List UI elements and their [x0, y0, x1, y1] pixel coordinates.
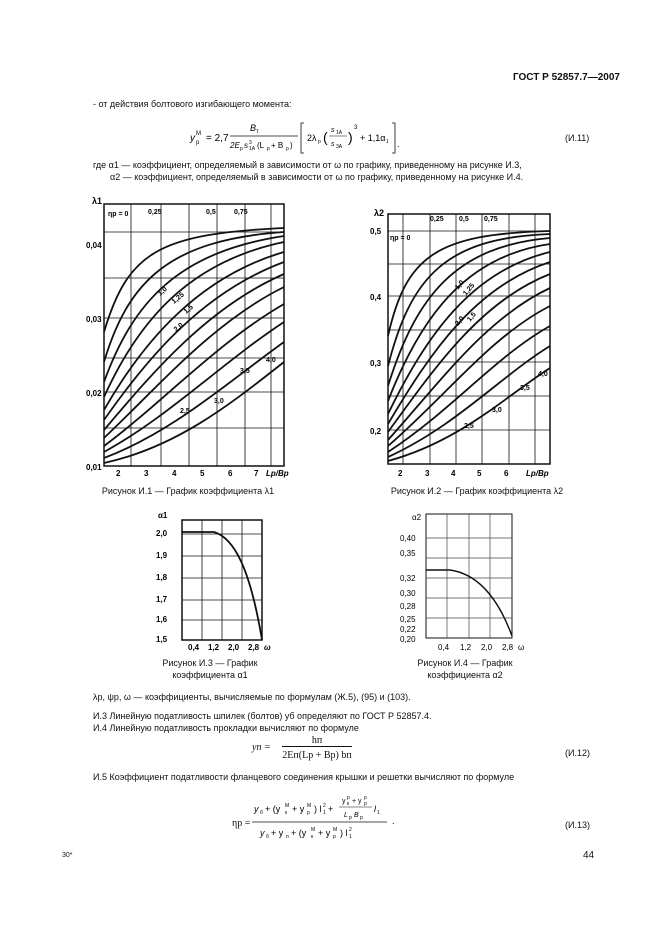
fig2-curve-label: 2,0 — [454, 315, 466, 328]
fig3-xlabel: ω — [264, 643, 271, 652]
paragraph-i5: И.5 Коэффициент податливости фланцевого соединения крышки и решетки вычисляют по формуле — [93, 772, 515, 782]
svg-text:р: р — [349, 815, 352, 821]
fig3-ytick: 1,8 — [156, 573, 168, 582]
svg-text:): ) — [290, 141, 293, 150]
fig2-curve-label: 3,5 — [520, 385, 530, 392]
fig1-curve-labels — [108, 209, 276, 415]
fig4-ylabel: α2 — [412, 513, 422, 522]
fig3-xtick: 2,0 — [228, 643, 240, 652]
eq11-label: (И.11) — [565, 133, 590, 143]
equation-i11-svg — [190, 117, 430, 157]
fig3-ytick: 1,9 — [156, 551, 168, 560]
fig2-xlabel: Lp/Bp — [526, 469, 549, 478]
svg-text:M: M — [307, 803, 312, 809]
fig1-curve-label: ηр = 0 — [108, 211, 129, 218]
fig1-xtick: 7 — [254, 469, 259, 478]
fig1-curve-label: 0,25 — [148, 209, 162, 216]
svg-text:р: р — [196, 140, 200, 146]
equation-i12 — [252, 742, 271, 753]
fig1-curve-label: 0,75 — [234, 209, 248, 216]
svg-text:к: к — [311, 834, 314, 840]
fig2-curve-label: 1,25 — [462, 282, 477, 298]
fig1-curve-label: 2,5 — [180, 408, 190, 415]
svg-text:р: р — [360, 815, 363, 821]
fig1-xtick: 2 — [116, 469, 121, 478]
fig2-xtick: 2 — [398, 469, 403, 478]
svg-text:1: 1 — [349, 834, 352, 840]
fig4-xlabel: ω — [518, 643, 525, 652]
svg-text:+ y: + y — [352, 798, 362, 805]
fig1-curve-label: 0,5 — [206, 209, 216, 216]
svg-text:y: y — [254, 804, 259, 814]
fig1-xtick: 5 — [200, 469, 205, 478]
figure-i1 — [88, 192, 298, 482]
fig2-xtick: 3 — [425, 469, 430, 478]
fig1-curve-label: 1,0 — [156, 285, 169, 298]
svg-text:р: р — [267, 146, 270, 152]
fig4-caption-2: коэффициента α2 — [427, 670, 503, 680]
svg-text:1А: 1А — [249, 146, 256, 152]
fig2-ytick: 0,2 — [370, 427, 382, 436]
svg-text:p: p — [364, 795, 367, 801]
svg-text:(L: (L — [257, 141, 265, 150]
svg-text:M: M — [311, 827, 316, 833]
fig2-curve-label: 0,75 — [484, 216, 498, 223]
fig2-xtick: 5 — [477, 469, 482, 478]
fig3-caption-2: коэффициента α1 — [172, 670, 248, 680]
fig1-curve-label: 4,0 — [266, 357, 276, 364]
fig1-ytick: 0,03 — [86, 315, 102, 324]
fig1-xtick: 3 — [144, 469, 149, 478]
fig4-ytick: 0,32 — [400, 574, 416, 583]
fig3-caption-1: Рисунок И.3 — График — [162, 658, 258, 668]
svg-text:) l: ) l — [340, 828, 348, 838]
svg-text:s: s — [331, 127, 335, 134]
svg-text:y: y — [260, 828, 265, 838]
svg-text:2λ: 2λ — [307, 133, 317, 143]
svg-text:т: т — [256, 129, 259, 135]
fig2-caption: Рисунок И.2 — График коэффициента λ2 — [390, 486, 564, 496]
svg-text:p: p — [347, 795, 350, 801]
fig3-ytick: 2,0 — [156, 529, 168, 538]
svg-text:2: 2 — [323, 803, 326, 809]
svg-text:+: + — [328, 804, 334, 814]
fig2-ylabel: λ2 — [374, 208, 385, 218]
svg-text:+ y: + y — [318, 828, 331, 838]
fig4-xtick: 0,4 — [438, 643, 450, 652]
svg-text:B: B — [354, 812, 359, 819]
fig2-curve-label: 3,0 — [492, 407, 502, 414]
fig1-curve-label: 1,5 — [182, 303, 195, 316]
fig4-ytick: 0,25 — [400, 615, 416, 624]
footer-signature: 30* — [62, 852, 73, 859]
fig4-caption-1: Рисунок И.4 — График — [417, 658, 513, 668]
eq12-den: 2Eп(Lр + Bр) bп — [282, 750, 352, 761]
paragraph-i3: И.3 Линейную податливость шпилек (болтов) yб определяют по ГОСТ Р 52857.4. — [93, 711, 432, 721]
fig4-ytick: 0,40 — [400, 534, 416, 543]
fig2-curve-label: 4,0 — [538, 371, 548, 378]
svg-text:р: р — [318, 139, 321, 145]
svg-text:1: 1 — [377, 810, 380, 816]
fig4-xtick: 2,0 — [481, 643, 493, 652]
svg-text:2E: 2E — [230, 141, 240, 150]
fig4-ytick: 0,22 — [400, 625, 416, 634]
eq11-y: y — [190, 133, 195, 144]
fig3-xtick: 2,8 — [248, 643, 260, 652]
svg-text:р: р — [333, 834, 336, 840]
eq13-lhs: ηр = — [232, 818, 251, 829]
svg-text:р: р — [307, 810, 310, 816]
fig2-xtick: 4 — [451, 469, 456, 478]
svg-text:р: р — [240, 146, 243, 152]
fig2-curve-label: 0,5 — [459, 216, 469, 223]
fig3-ytick: 1,7 — [156, 595, 168, 604]
svg-text:п: п — [286, 834, 289, 840]
svg-text:l: l — [374, 804, 376, 814]
where-line-1: где α1 — коэффициент, определяемый в зависимости от ω по графику, приведенному на рисунке И.3, — [93, 160, 522, 170]
eq12-num: hп — [282, 735, 352, 747]
svg-text:р: р — [364, 801, 367, 807]
fig2-xtick: 6 — [504, 469, 509, 478]
svg-text:): ) — [348, 129, 353, 145]
svg-text:1: 1 — [386, 139, 389, 145]
svg-text:(: ( — [323, 129, 328, 145]
fig1-curve-label: 3,5 — [240, 368, 250, 375]
svg-text:к: к — [347, 801, 350, 807]
fig4-xtick: 1,2 — [460, 643, 472, 652]
svg-text:+ y: + y — [271, 828, 284, 838]
fig4-ytick: 0,30 — [400, 589, 416, 598]
svg-text:р: р — [286, 146, 289, 152]
fig1-caption: Рисунок И.1 — График коэффициента λ1 — [101, 486, 275, 496]
svg-text:M: M — [333, 827, 338, 833]
eq12-label: (И.12) — [565, 748, 590, 758]
svg-text:s: s — [331, 141, 335, 148]
fig2-curve-label: 1,5 — [466, 311, 478, 324]
fig1-ylabel: λ1 — [92, 196, 103, 206]
where-line-2: α2 — коэффициент, определяемый в зависимости от ω по графику, приведенному на рисунке И.4. — [110, 172, 524, 182]
figure-i3 — [152, 508, 274, 654]
eq11-coef: = 2,7 — [206, 133, 229, 144]
fig2-curve-label: 2,5 — [464, 423, 474, 430]
eq12-lhs: yп = — [252, 742, 271, 753]
eq11-tail: + 1,1α — [360, 133, 386, 143]
eq13-label: (И.13) — [565, 820, 590, 830]
fig2-curve-label: 1,0 — [454, 279, 466, 292]
fig1-ytick: 0,02 — [86, 389, 102, 398]
svg-text:+ (y: + (y — [265, 804, 281, 814]
fig3-xtick: 1,2 — [208, 643, 220, 652]
svg-text:3А: 3А — [336, 144, 343, 150]
eq11-sup: M — [196, 131, 201, 137]
svg-text:2: 2 — [349, 827, 352, 833]
equation-i11 — [190, 117, 430, 157]
svg-text:L: L — [344, 812, 348, 819]
fig3-ytick: 1,5 — [156, 635, 168, 644]
page-number: 44 — [583, 850, 595, 861]
svg-text:+ (y: + (y — [291, 828, 307, 838]
svg-text:M: M — [285, 803, 290, 809]
svg-text:s: s — [244, 141, 248, 150]
fig1-xlabel: Lp/Bp — [266, 469, 289, 478]
fig2-ytick: 0,4 — [370, 293, 382, 302]
svg-text:1: 1 — [323, 810, 326, 816]
figure-i4 — [386, 508, 526, 654]
equation-i13 — [252, 792, 402, 844]
svg-text:+ y: + y — [292, 804, 305, 814]
fig3-xtick: 0,4 — [188, 643, 200, 652]
paragraph-i4: И.4 Линейную податливость прокладки вычисляют по формуле — [93, 723, 359, 733]
svg-text:) l: ) l — [314, 804, 322, 814]
svg-text:б: б — [260, 810, 263, 816]
fig1-curve-label: 3,0 — [214, 398, 224, 405]
svg-text:б: б — [266, 834, 269, 840]
fig2-ytick: 0,3 — [370, 359, 382, 368]
fig2-curve-label: 0,25 — [430, 216, 444, 223]
fig2-curve-label: ηр = 0 — [390, 235, 411, 242]
svg-text:1А: 1А — [336, 130, 343, 136]
fig4-ytick: 0,28 — [400, 602, 416, 611]
svg-text:3: 3 — [249, 140, 252, 146]
fig2-ytick: 0,5 — [370, 227, 382, 236]
svg-text:3: 3 — [354, 125, 358, 131]
svg-text:+ B: + B — [271, 141, 284, 150]
figure-i2 — [366, 206, 566, 484]
svg-text:B: B — [250, 123, 257, 133]
standard-header: ГОСТ Р 52857.7—2007 — [512, 72, 620, 83]
fig1-curve-label: 2,0 — [172, 321, 185, 334]
svg-text:.: . — [392, 816, 395, 826]
fig1-curve-label: 1,25 — [170, 291, 186, 306]
fig4-ytick: 0,20 — [400, 635, 416, 644]
svg-text:к: к — [285, 810, 288, 816]
fig1-ytick: 0,01 — [86, 463, 102, 472]
fig3-ylabel: α1 — [158, 511, 168, 520]
svg-text:y: y — [342, 798, 346, 805]
fig1-ytick: 0,04 — [86, 241, 102, 250]
fig4-xtick: 2,8 — [502, 643, 514, 652]
fig4-ytick: 0,35 — [400, 549, 416, 558]
intro-text: - от действия болтового изгибающего момента: — [93, 99, 292, 109]
fig1-xtick: 6 — [228, 469, 233, 478]
svg-text:.: . — [397, 139, 400, 149]
fig1-xtick: 4 — [172, 469, 177, 478]
fig3-ytick: 1,6 — [156, 615, 168, 624]
coef-line: λр, ψр, ω — коэффициенты, вычисляемые по формулам (Ж.5), (95) и (103). — [93, 692, 411, 702]
